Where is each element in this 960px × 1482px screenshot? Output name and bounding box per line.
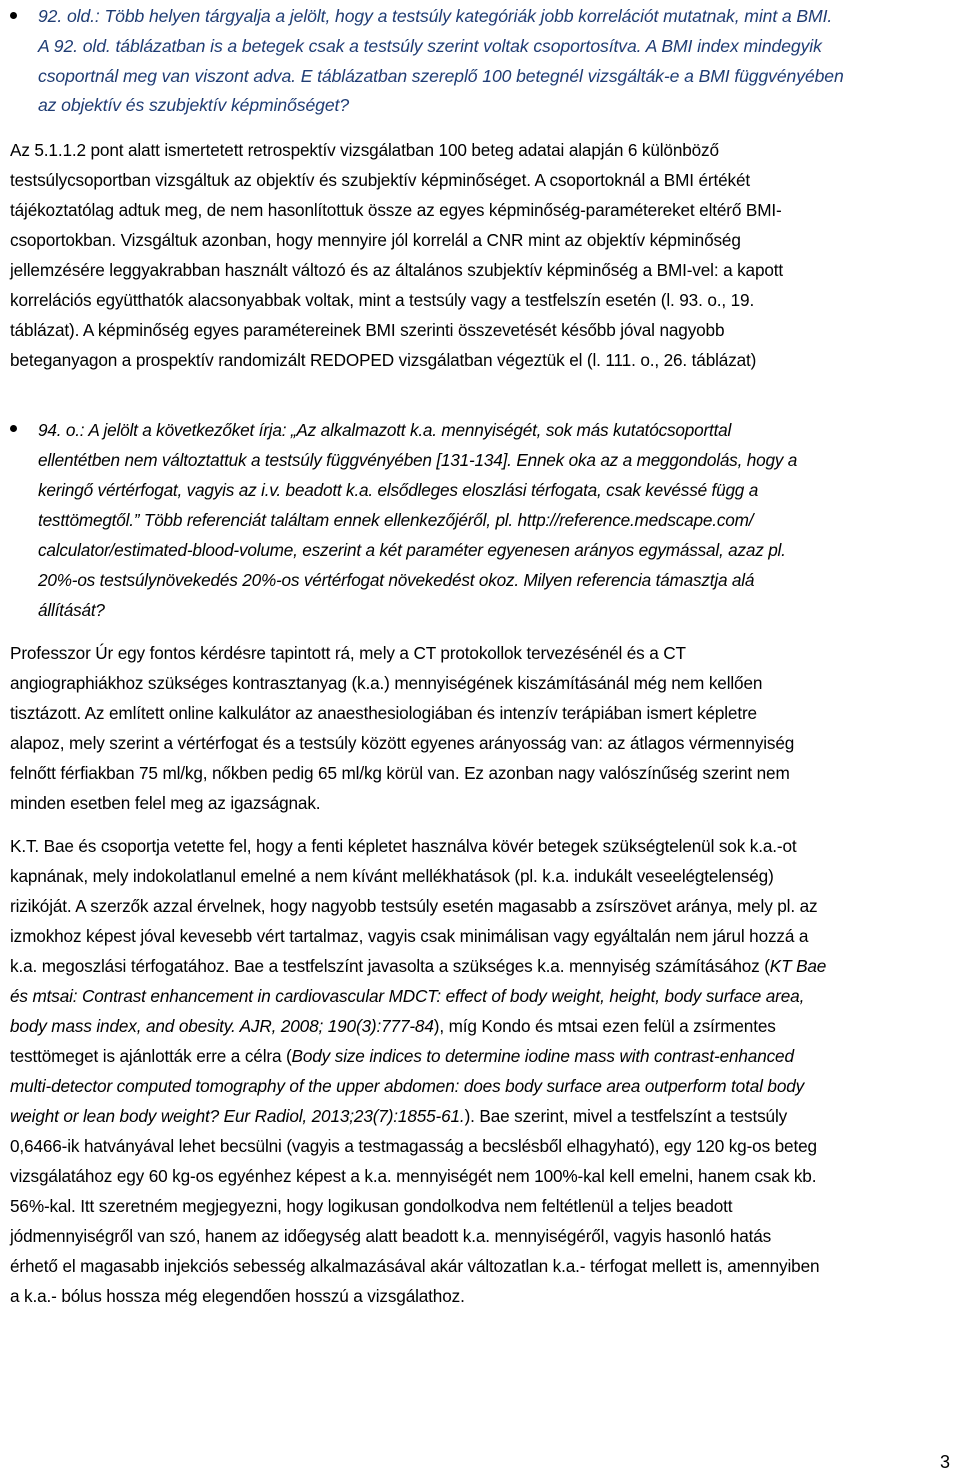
answer-line: testtömeget is ajánlották erre a célra (Body size indices to determine iodine mass with contrast-enhanced — [10, 1046, 794, 1067]
answer-line: beteganyagon a prospektív randomizált REDOPED vizsgálatban végeztük el (l. 111. o., 26. táblázat) — [10, 350, 757, 371]
answer-line: jódmennyiségről van szó, hanem az időegység alatt beadott k.a. mennyiségéről, vagyis hasonló hatás — [10, 1226, 772, 1247]
question-line: calculator/estimated-blood-volume, eszerint a két paraméter egyenesen arányos egymással, azaz pl. — [38, 540, 786, 561]
question-line: 20%-os testsúlynövekedés 20%-os vértérfogat növekedést okoz. Milyen referencia támasztja alá — [38, 570, 755, 591]
answer-line: tájékoztatólag adtuk meg, de nem hasonlítottuk össze az egyes képminőség-paramétereket eltérő BMI- — [10, 200, 782, 221]
bullet-icon — [10, 12, 17, 19]
question-line: 94. o.: A jelölt a következőket írja: „Az alkalmazott k.a. mennyiségét, sok más kutatócsoporttal — [38, 420, 732, 441]
answer-line: Az 5.1.1.2 pont alatt ismertetett retrospektív vizsgálatban 100 beteg adatai alapján 6 különböző — [10, 140, 719, 161]
answer-line: vizsgálatához egy 60 kg-os egyénhez képest a k.a. mennyiségét nem 100%-kal kell emelni, hanem csak kb. — [10, 1166, 817, 1187]
answer-94-bae — [10, 831, 948, 1311]
document-page — [10, 2, 948, 1311]
answer-line: rizikóját. A szerzők azzal érvelnek, hogy nagyobb testsúly esetén magasabb a zsírszövet aránya, mely pl. az — [10, 896, 818, 917]
question-line: keringő vértérfogat, vagyis az i.v. beadott k.a. elsődleges eloszlási térfogata, csak kevéssé függ a — [38, 480, 759, 501]
question-line: az objektív és szubjektív képminőséget? — [38, 95, 350, 116]
question-line: testtömegtől.” Több referenciát találtam ennek ellenkezőjéről, pl. http://reference.medscape.com/ — [38, 510, 754, 531]
answer-line: a k.a.- bólus hossza még elegendően hosszú a vizsgálathoz. — [10, 1286, 465, 1307]
question-line: ellentétben nem változtattuk a testsúly függvényében [131-134]. Ennek oka az a meggondolás, hogy a — [38, 450, 798, 471]
answer-line: izmokhoz képest jóval kevesebb vért tartalmaz, vagyis csak minimálisan vagy egyáltalán nem járul hozzá a — [10, 926, 809, 947]
bullet-icon — [10, 425, 17, 432]
answer-94-intro — [10, 638, 948, 818]
answer-line: 56%-kal. Itt szeretném megjegyezni, hogy logikusan gondolkodva nem feltétlenül a teljes beadott — [10, 1196, 733, 1217]
answer-line: táblázat). A képminőség egyes paramétereinek BMI szerinti összevetését később jóval nagyobb — [10, 320, 725, 341]
answer-line: érhető el magasabb injekciós sebesség alkalmazásával akár változatlan k.a.- térfogat mellett is, amennyiben — [10, 1256, 820, 1277]
citation-text: body mass index, and obesity. AJR, 2008; 190(3):777-84 — [10, 1016, 434, 1037]
answer-line: K.T. Bae és csoportja vetette fel, hogy a fenti képletet használva kövér betegek szükségtelenül sok k.a.-ot — [10, 836, 797, 857]
citation-text: Body size indices to determine iodine mass with contrast-enhanced — [291, 1046, 794, 1067]
question-92 — [10, 2, 948, 121]
answer-line: tisztázott. Az említett online kalkulátor az anaesthesiologiában és intenzív terápiában ismert képletre — [10, 703, 757, 724]
answer-line: jellemzésére leggyakrabban használt változó és az általános szubjektív képminőség a BMI-vel: a kapott — [10, 260, 784, 281]
citation-text: weight or lean body weight? Eur Radiol, 2013;23(7):1855-61. — [10, 1106, 465, 1127]
answer-line: k.a. megoszlási térfogatához. Bae a testfelszínt javasolta a szükséges k.a. mennyiség számításához (KT Bae — [10, 956, 827, 977]
answer-line: multi-detector computed tomography of the upper abdomen: does body surface area outperform total body — [10, 1076, 805, 1097]
answer-line: felnőtt férfiakban 75 ml/kg, nőkben pedig 65 ml/kg körül van. Ez azonban nagy valószínűség szerint nem — [10, 763, 790, 784]
answer-line: body mass index, and obesity. AJR, 2008; 190(3):777-84), míg Kondo és mtsai ezen felül a zsírmentes — [10, 1016, 776, 1037]
page-number: 3 — [939, 1452, 950, 1472]
question-line: állítását? — [38, 600, 105, 621]
answer-line: és mtsai: Contrast enhancement in cardiovascular MDCT: effect of body weight, height, body surface area, — [10, 986, 805, 1007]
citation-text: KT Bae — [769, 956, 827, 977]
answer-92 — [10, 135, 948, 375]
answer-line: angiographiákhoz szükséges kontrasztanyag (k.a.) mennyiségének kiszámításánál még nem kellően — [10, 673, 763, 694]
question-line: A 92. old. táblázatban is a betegek csak a testsúly szerint voltak csoportosítva. A BMI index mindegyik — [38, 35, 822, 56]
answer-line: minden esetben felel meg az igazságnak. — [10, 793, 321, 814]
answer-line: korrelációs együtthatók alacsonyabbak voltak, mint a testsúly vagy a testfelszín esetén (l. 93. o., 19. — [10, 290, 755, 311]
answer-line: weight or lean body weight? Eur Radiol, 2013;23(7):1855-61.). Bae szerint, mivel a testfelszínt a testsúly — [10, 1106, 788, 1127]
answer-line: 0,6466-ik hatványával lehet becsülni (vagyis a testmagasság a becslésből elhagyható), egy 120 kg-os beteg — [10, 1136, 817, 1157]
answer-line: csoportokban. Vizsgáltuk azonban, hogy mennyire jól korrelál a CNR mint az objektív képminőség — [10, 230, 741, 251]
question-line: csoportnál meg van viszont adva. E táblázatban szereplő 100 betegnél vizsgálták-e a BMI függvényében — [38, 65, 844, 86]
answer-line: testsúlycsoportban vizsgáltuk az objektív és szubjektív képminőséget. A csoportoknál a BMI értékét — [10, 170, 751, 191]
question-94 — [10, 415, 948, 625]
question-line: 92. old.: Több helyen tárgyalja a jelölt, hogy a testsúly kategóriák jobb korrelációt mutatnak, mint a BMI. — [38, 6, 833, 26]
answer-line: Professzor Úr egy fontos kérdésre tapintott rá, mely a CT protokollok tervezésénél és a CT — [10, 643, 686, 664]
answer-line: kapnának, mely indokolatlanul emelné a nem kívánt mellékhatások (pl. k.a. indukált veseelégtelenség) — [10, 866, 774, 887]
answer-line: alapoz, mely szerint a vértérfogat és a testsúly között egyenes arányosság van: az átlagos vérmennyiség — [10, 733, 795, 754]
